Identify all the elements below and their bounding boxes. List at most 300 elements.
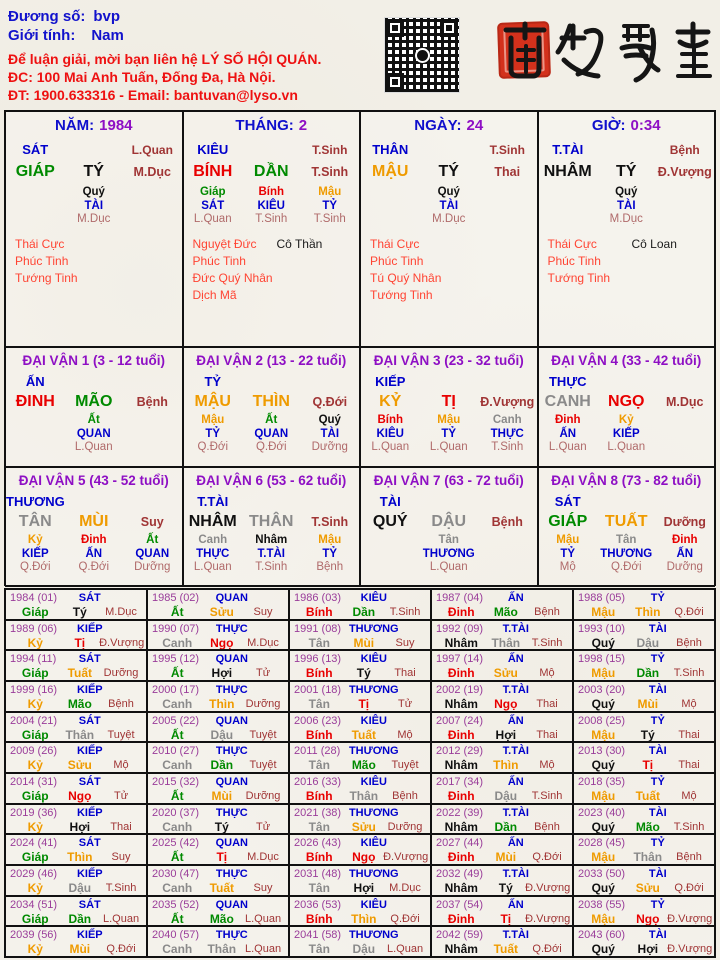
ten-god-label: TÀI bbox=[84, 199, 104, 212]
year-row-top bbox=[578, 652, 711, 666]
hidden-stem-column bbox=[242, 186, 301, 227]
life-stage-label: Mộ bbox=[681, 789, 697, 802]
year-row-top bbox=[294, 775, 427, 789]
life-stage-label: L.Quan bbox=[429, 441, 468, 453]
star-item: Đức Quý Nhân bbox=[192, 270, 273, 285]
star-item: Tướng Tinh bbox=[547, 270, 611, 285]
year-row-bottom bbox=[578, 820, 711, 834]
heavenly-stem: Giáp bbox=[21, 911, 49, 926]
year-row-bottom bbox=[294, 942, 427, 956]
subject-name-line bbox=[8, 8, 380, 25]
ten-god-label: THỰC bbox=[215, 745, 248, 758]
life-stage-label: Mộ bbox=[681, 697, 697, 710]
ten-god-label: QUAN bbox=[135, 547, 170, 560]
ten-god-label: T.TÀI bbox=[257, 547, 285, 560]
earthly-branch: Thìn bbox=[493, 758, 519, 773]
year-cell bbox=[5, 804, 147, 835]
year-row-top bbox=[578, 683, 711, 697]
hidden-stem: Quý bbox=[82, 186, 105, 198]
luck-period-cell bbox=[360, 467, 538, 587]
heavenly-stem: Đinh bbox=[447, 850, 475, 865]
year-cell bbox=[147, 681, 289, 712]
life-stage-label: L.Quan bbox=[607, 441, 646, 453]
year-row-bottom bbox=[294, 728, 427, 742]
year-row-bottom bbox=[578, 942, 711, 956]
life-stage-label: Đ.Vượng bbox=[667, 943, 713, 956]
heavenly-stem: Tân bbox=[308, 758, 330, 773]
year-row-bottom bbox=[10, 728, 143, 742]
earthly-branch: Thìn bbox=[351, 911, 377, 926]
earthly-branch: Thân bbox=[207, 942, 237, 957]
year-number: 2038 (55) bbox=[578, 898, 626, 911]
year-row-bottom bbox=[436, 697, 569, 711]
life-stage-label: Dưỡng bbox=[245, 697, 281, 710]
ten-god-label: QUAN bbox=[215, 775, 248, 788]
ten-god-label: QUAN bbox=[215, 898, 248, 911]
year-row-top bbox=[152, 652, 285, 666]
hidden-stem: Kỷ bbox=[618, 414, 634, 426]
heavenly-stem: Kỷ bbox=[27, 696, 43, 711]
year-cell bbox=[431, 712, 573, 743]
year-row-bottom bbox=[294, 605, 427, 619]
life-stage-label: M.Dục bbox=[432, 213, 466, 225]
earthly-branch: Mão bbox=[493, 605, 518, 619]
year-number: 2040 (57) bbox=[152, 929, 200, 942]
year-row-top bbox=[10, 928, 143, 942]
year-row-top bbox=[152, 775, 285, 789]
year-number: 1985 (02) bbox=[152, 592, 200, 604]
heavenly-stem: Kỷ bbox=[27, 758, 43, 773]
earthly-branch: Thân bbox=[65, 727, 95, 742]
life-stage-label: Thai bbox=[110, 820, 132, 833]
year-cell bbox=[147, 650, 289, 681]
heavenly-stem: Canh bbox=[162, 696, 193, 711]
luck-period-cell bbox=[5, 347, 183, 467]
hidden-stem-column bbox=[478, 414, 537, 455]
hidden-stem: Canh bbox=[492, 414, 522, 426]
life-stage-label: T.Sinh bbox=[312, 142, 348, 157]
earthly-branch: TỊ bbox=[441, 392, 456, 410]
hidden-stems bbox=[6, 414, 182, 455]
year-number: 2035 (52) bbox=[152, 898, 200, 911]
earthly-branch: Tý bbox=[72, 605, 87, 619]
year-row-bottom bbox=[294, 820, 427, 834]
year-row-bottom bbox=[294, 881, 427, 895]
ten-god-label: THỰC bbox=[215, 806, 248, 819]
heavenly-stem: Quý bbox=[591, 880, 615, 895]
hidden-stem-column bbox=[65, 186, 124, 227]
year-cell bbox=[147, 834, 289, 865]
ten-god-label: SÁT bbox=[78, 714, 101, 727]
life-stage-label: Suy bbox=[253, 606, 273, 618]
heavenly-stem: Canh bbox=[162, 758, 193, 773]
earthly-branch: Hợi bbox=[637, 942, 659, 957]
heavenly-stem: NHÂM bbox=[188, 512, 237, 530]
life-stage-label: Q.Đới bbox=[255, 441, 287, 453]
year-cell bbox=[431, 926, 573, 957]
life-stage-label: Tử bbox=[397, 697, 413, 710]
hidden-stem-column bbox=[242, 414, 301, 455]
year-number: 2002 (19) bbox=[436, 683, 484, 696]
life-stage-label: Bệnh bbox=[534, 820, 560, 833]
earthly-branch: Tuất bbox=[67, 666, 93, 681]
year-row-top bbox=[152, 806, 285, 820]
year-number: 2019 (36) bbox=[10, 806, 58, 819]
year-row-bottom bbox=[436, 789, 569, 803]
earthly-branch: Tuất bbox=[635, 788, 661, 803]
year-row-bottom bbox=[436, 850, 569, 864]
god-row bbox=[184, 373, 360, 389]
life-stage-label: Q.Đới bbox=[674, 606, 704, 618]
life-stage-label: T.Sinh bbox=[389, 606, 421, 618]
pillar-title-label: GIỜ: bbox=[591, 117, 626, 134]
luck-period-cell bbox=[183, 467, 361, 587]
year-cell bbox=[573, 804, 715, 835]
earthly-branch: DẬU bbox=[431, 512, 467, 530]
heavenly-stem: Ất bbox=[170, 788, 184, 803]
year-row-top bbox=[10, 622, 143, 636]
ten-god-label: THƯƠNG bbox=[348, 745, 399, 758]
year-cell bbox=[431, 834, 573, 865]
year-row-top bbox=[294, 683, 427, 697]
year-row-top bbox=[10, 836, 143, 850]
ten-god-label: TỶ bbox=[441, 427, 457, 440]
ten-god-label: KIẾP bbox=[375, 373, 406, 389]
star-item: Tú Quý Nhân bbox=[370, 270, 442, 285]
heavenly-stem: Tân bbox=[308, 880, 330, 895]
year-cell bbox=[5, 712, 147, 743]
year-cell bbox=[5, 681, 147, 712]
year-row-top bbox=[578, 744, 711, 758]
life-stage-label: Thai bbox=[536, 728, 558, 741]
heavenly-stem: GIÁP bbox=[548, 512, 588, 530]
life-stage-label: M.Dục bbox=[389, 881, 421, 894]
hidden-stem: Tân bbox=[438, 534, 459, 546]
hidden-stems bbox=[361, 414, 537, 455]
life-stage-label: T.Sinh bbox=[105, 881, 137, 894]
year-cell bbox=[573, 926, 715, 957]
life-stage-label: M.Dục bbox=[247, 636, 279, 649]
year-row-bottom bbox=[10, 636, 143, 650]
year-row-bottom bbox=[10, 881, 143, 895]
year-row-top bbox=[578, 714, 711, 728]
year-cell bbox=[573, 896, 715, 927]
year-row-bottom bbox=[10, 850, 143, 864]
year-cell bbox=[5, 896, 147, 927]
year-cell bbox=[147, 926, 289, 957]
stars-list bbox=[361, 236, 537, 304]
luck-period-title: ĐẠI VẬN 1 (3 - 12 tuổi) bbox=[22, 353, 165, 368]
ten-god-label: ẤN bbox=[25, 373, 45, 389]
life-stage-label: T.Sinh bbox=[673, 820, 705, 833]
year-number: 2004 (21) bbox=[10, 714, 58, 727]
heavenly-stem: Mậu bbox=[591, 727, 616, 742]
heavenly-stem: Ất bbox=[170, 605, 184, 619]
year-row-bottom bbox=[152, 728, 285, 742]
heavenly-stem: Canh bbox=[162, 819, 193, 834]
hidden-stems bbox=[6, 534, 182, 575]
year-row-bottom bbox=[152, 758, 285, 772]
year-row-top bbox=[578, 898, 711, 912]
life-stage-label: Mộ bbox=[539, 667, 555, 680]
hidden-stem: Quý bbox=[318, 414, 341, 426]
earthly-branch: Dậu bbox=[68, 880, 92, 895]
year-cell bbox=[431, 681, 573, 712]
earthly-branch: Mùi bbox=[211, 788, 233, 803]
life-stage-label: Bệnh bbox=[676, 851, 702, 864]
star-item: Phúc Tinh bbox=[15, 253, 69, 268]
life-stage-label: Dưỡng bbox=[666, 561, 703, 573]
earthly-branch: Tuất bbox=[209, 880, 235, 895]
year-cell bbox=[431, 773, 573, 804]
year-row-bottom bbox=[578, 666, 711, 680]
year-row-bottom bbox=[10, 697, 143, 711]
heavenly-stem: Nhâm bbox=[444, 880, 478, 895]
ten-god-label: T.TÀI bbox=[502, 867, 529, 880]
hidden-stems bbox=[539, 186, 715, 227]
heavenly-stem: Đinh bbox=[447, 727, 475, 742]
stem-branch-row bbox=[539, 161, 715, 183]
god-row bbox=[184, 141, 360, 158]
stem-branch-row bbox=[539, 391, 715, 412]
life-stage-label: T.Sinh bbox=[489, 142, 525, 157]
life-stage-label: M.Dục bbox=[609, 213, 643, 225]
life-stage-label: Mộ bbox=[559, 561, 576, 573]
hidden-stem: Ất bbox=[87, 414, 100, 426]
year-row-top bbox=[152, 928, 285, 942]
star-item: Thái Cực bbox=[370, 236, 420, 251]
year-number: 2032 (49) bbox=[436, 867, 484, 880]
ten-god-label: TỶ bbox=[650, 714, 665, 727]
year-row-top bbox=[10, 867, 143, 881]
life-stage-label: Mộ bbox=[113, 759, 129, 772]
ten-god-label: KIẾP bbox=[21, 547, 49, 560]
earthly-branch: Mão bbox=[67, 696, 92, 711]
earthly-branch: Dần bbox=[636, 666, 660, 681]
luck-period-title: ĐẠI VẬN 3 (23 - 32 tuổi) bbox=[373, 353, 524, 368]
calligraphy-icon bbox=[474, 2, 716, 86]
year-number: 2012 (29) bbox=[436, 745, 484, 758]
hidden-stems bbox=[184, 414, 360, 455]
ten-god-label: SÁT bbox=[22, 142, 49, 157]
year-row-bottom bbox=[578, 850, 711, 864]
heavenly-stem: ĐINH bbox=[15, 392, 55, 410]
year-cell bbox=[289, 620, 431, 651]
hidden-stem: Bính bbox=[258, 186, 285, 198]
stem-branch-row bbox=[6, 391, 182, 412]
pillar-title-value: 0:34 bbox=[630, 117, 661, 134]
earthly-branch: THÌN bbox=[252, 392, 290, 410]
life-stage-label: Đ.Vượng bbox=[667, 912, 713, 925]
god-row bbox=[184, 493, 360, 509]
year-number: 2003 (20) bbox=[578, 683, 626, 696]
hidden-stem: Bính bbox=[377, 414, 404, 426]
hidden-stem-column bbox=[420, 414, 479, 455]
year-number: 1987 (04) bbox=[436, 592, 484, 604]
earthly-branch: Mão bbox=[351, 758, 376, 773]
hidden-stem-column bbox=[597, 186, 656, 227]
life-stage-label: L.Quan bbox=[74, 441, 113, 453]
year-row-bottom bbox=[10, 758, 143, 772]
gender-value: Nam bbox=[91, 27, 124, 44]
luck-period-title: ĐẠI VẬN 5 (43 - 52 tuổi) bbox=[18, 473, 169, 488]
god-row bbox=[539, 141, 715, 158]
earthly-branch: Ngọ bbox=[68, 788, 92, 803]
ten-god-label: KIẾP bbox=[76, 745, 103, 758]
hidden-stem-column bbox=[301, 186, 360, 227]
year-number: 2008 (25) bbox=[578, 714, 626, 727]
stem-branch-row bbox=[184, 511, 360, 532]
star-item: Dịch Mã bbox=[192, 287, 237, 302]
earthly-branch: Hợi bbox=[353, 880, 375, 895]
ten-god-label: THỰC bbox=[196, 547, 230, 560]
pillar-title bbox=[6, 112, 182, 134]
life-stage-label: Bệnh bbox=[534, 606, 560, 618]
life-stage-label: Q.Đới bbox=[197, 441, 229, 453]
pillar-title-value: 1984 bbox=[99, 117, 133, 134]
year-row-top bbox=[436, 683, 569, 697]
ten-god-label: THỰC bbox=[215, 622, 248, 635]
heavenly-stem: Canh bbox=[162, 942, 193, 957]
life-stage-label: L.Quan bbox=[102, 912, 140, 925]
hidden-stem-column bbox=[123, 534, 182, 575]
heavenly-stem: Kỷ bbox=[27, 880, 43, 895]
heavenly-stem: Kỷ bbox=[27, 635, 43, 650]
earthly-branch: Tị bbox=[216, 850, 228, 865]
life-stage-label: Dưỡng bbox=[663, 514, 706, 529]
heavenly-stem: MẬU bbox=[372, 163, 409, 180]
life-stage-label: Q.Đới bbox=[312, 394, 348, 409]
ten-god-label: KIÊU bbox=[197, 142, 229, 157]
hidden-stem: Đinh bbox=[80, 534, 107, 546]
year-cell bbox=[5, 834, 147, 865]
ten-god-label: T.TÀI bbox=[502, 745, 529, 758]
life-stage-label: Bệnh bbox=[491, 514, 523, 529]
stem-branch-row bbox=[184, 391, 360, 412]
ten-god-label: SÁT bbox=[78, 898, 101, 911]
earthly-branch: Sửu bbox=[351, 819, 376, 834]
ten-god-label: KIÊU bbox=[376, 427, 404, 440]
life-stage-label: Dưỡng bbox=[103, 667, 139, 680]
earthly-branch: Hợi bbox=[495, 727, 517, 742]
earthly-branch: TÝ bbox=[438, 163, 459, 180]
earthly-branch: TÝ bbox=[83, 163, 104, 180]
ten-god-label: TÀI bbox=[648, 806, 667, 819]
life-stage-label: Đ.Vượng bbox=[99, 636, 145, 649]
heavenly-stem: Đinh bbox=[447, 911, 475, 926]
ten-god-label: TÀI bbox=[320, 427, 340, 440]
year-number: 2041 (58) bbox=[294, 929, 342, 942]
year-row-bottom bbox=[152, 636, 285, 650]
year-row-top bbox=[10, 591, 143, 605]
year-cell bbox=[289, 681, 431, 712]
heavenly-stem: Mậu bbox=[591, 605, 616, 619]
earthly-branch: Mùi bbox=[495, 850, 517, 865]
stem-branch-row bbox=[6, 511, 182, 532]
earthly-branch: Hợi bbox=[69, 819, 91, 834]
year-row-bottom bbox=[436, 758, 569, 772]
year-number: 2000 (17) bbox=[152, 683, 200, 696]
ten-god-label: KIÊU bbox=[360, 898, 387, 911]
hidden-stem-column bbox=[539, 414, 598, 455]
hidden-stem: Quý bbox=[615, 186, 638, 198]
year-cell bbox=[431, 804, 573, 835]
year-row-bottom bbox=[294, 912, 427, 926]
life-stage-label: Đ.Vượng bbox=[525, 912, 571, 925]
ten-god-label: QUAN bbox=[215, 714, 248, 727]
year-cell bbox=[289, 834, 431, 865]
god-row bbox=[361, 373, 537, 389]
heavenly-stem: KỶ bbox=[379, 392, 402, 410]
qr-finder-icon bbox=[386, 73, 404, 91]
year-row-bottom bbox=[578, 758, 711, 772]
heavenly-stem: Mậu bbox=[591, 666, 616, 681]
life-stage-label: Bệnh bbox=[136, 394, 168, 409]
ten-god-label: KIẾP bbox=[76, 683, 103, 696]
year-cell bbox=[431, 620, 573, 651]
life-stage-label: Q.Đới bbox=[532, 851, 562, 864]
ten-god-label: TỶ bbox=[650, 775, 665, 788]
year-row-bottom bbox=[294, 697, 427, 711]
ten-god-label: THƯƠNG bbox=[348, 683, 399, 696]
life-stage-label: Tuyệt bbox=[249, 759, 277, 772]
hidden-stem: Mậu bbox=[437, 414, 461, 426]
heavenly-stem: GIÁP bbox=[15, 163, 55, 180]
ten-god-label: KIÊU bbox=[360, 653, 387, 666]
heavenly-stem: Quý bbox=[591, 696, 615, 711]
pillar-title-label: THÁNG: bbox=[235, 117, 294, 134]
life-stage-label: Q.Đới bbox=[532, 943, 562, 956]
ten-god-label: ẤN bbox=[676, 547, 694, 560]
heavenly-stem: Bính bbox=[305, 666, 333, 681]
year-row-top bbox=[10, 898, 143, 912]
year-row-top bbox=[294, 652, 427, 666]
year-row-bottom bbox=[578, 728, 711, 742]
life-stage-label: L.Quan bbox=[131, 142, 173, 157]
year-number: 2014 (31) bbox=[10, 775, 58, 788]
year-cell bbox=[431, 865, 573, 896]
hidden-stem-column bbox=[301, 414, 360, 455]
earthly-branch: Ngọ bbox=[352, 850, 376, 865]
life-stage-label: T.Sinh bbox=[313, 213, 346, 225]
year-cell bbox=[5, 650, 147, 681]
earthly-branch: MÃO bbox=[75, 392, 113, 410]
ten-god-label: TỶ bbox=[322, 199, 338, 212]
year-number: 2016 (33) bbox=[294, 775, 342, 788]
heavenly-stem: Nhâm bbox=[444, 696, 478, 711]
earthly-branch: Mùi bbox=[637, 696, 659, 711]
heavenly-stem: Mậu bbox=[591, 788, 616, 803]
ten-god-label: SÁT bbox=[78, 837, 101, 850]
life-stage-label: Q.Đới bbox=[78, 561, 110, 573]
earthly-branch: Mùi bbox=[353, 635, 375, 650]
year-row-top bbox=[294, 591, 427, 605]
star-item: Phúc Tinh bbox=[192, 253, 246, 268]
earthly-branch: Ngọ bbox=[494, 696, 518, 711]
year-row-bottom bbox=[152, 666, 285, 680]
year-number: 1998 (15) bbox=[578, 653, 626, 666]
ten-god-label: T.TÀI bbox=[502, 622, 529, 635]
ten-god-label: THƯƠNG bbox=[348, 806, 399, 819]
stars-list bbox=[539, 236, 715, 287]
life-stage-label: Tuyệt bbox=[391, 759, 419, 772]
pillar-title-label: NGÀY: bbox=[414, 117, 462, 134]
ten-god-label: KIẾP bbox=[612, 427, 640, 440]
heavenly-stem: Canh bbox=[162, 880, 193, 895]
contact-line-2: ĐC: 100 Mai Anh Tuấn, Đống Đa, Hà Nội. bbox=[8, 69, 276, 85]
stem-branch-row bbox=[361, 161, 537, 183]
god-row bbox=[361, 141, 537, 158]
